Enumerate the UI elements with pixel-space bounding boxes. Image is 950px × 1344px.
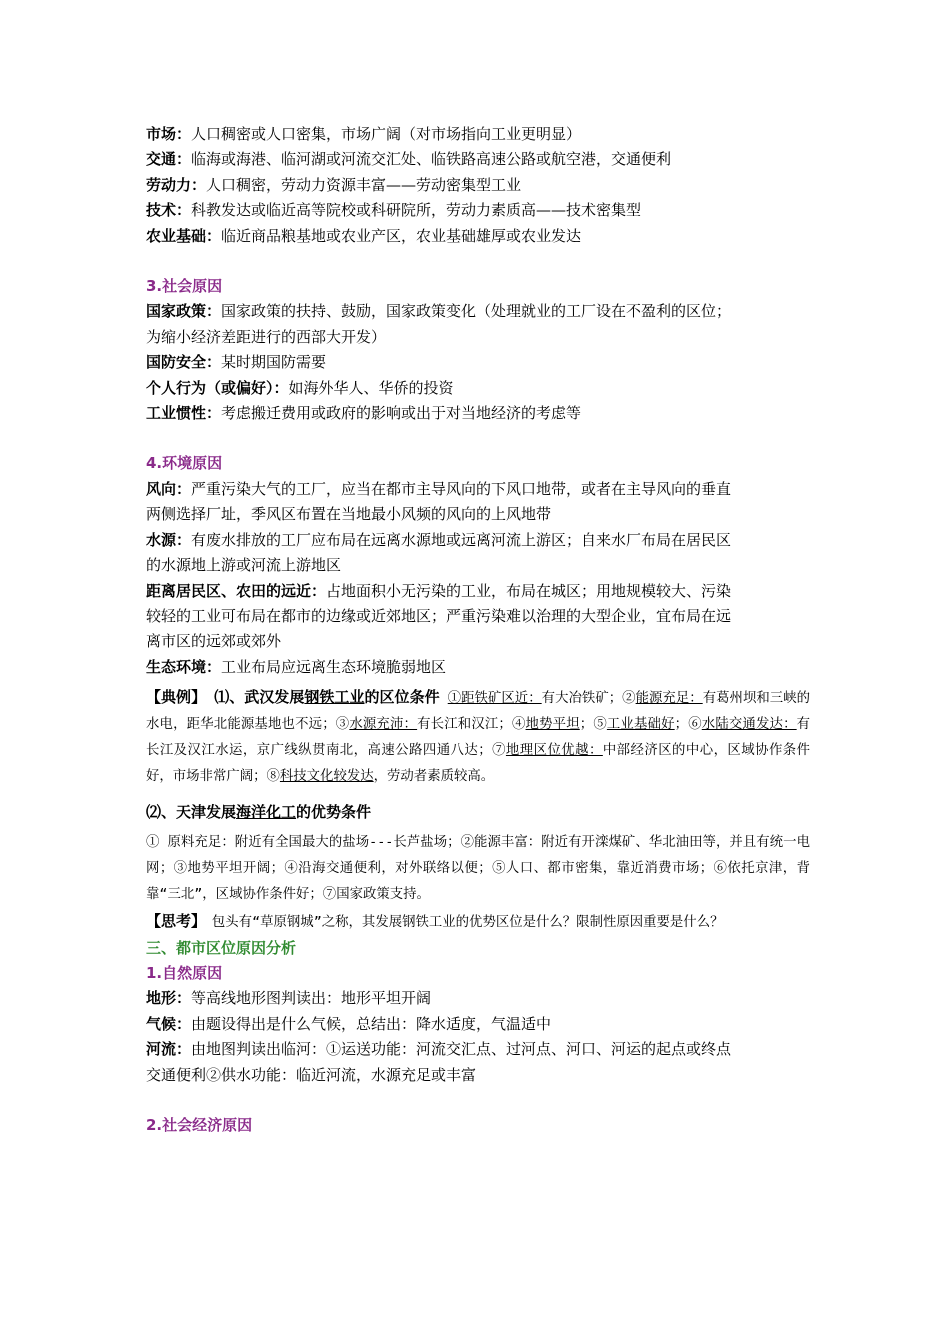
econ-labor-line: 劳动力：人口稠密，劳动力资源丰富——劳动密集型工业 bbox=[146, 175, 522, 194]
example-wuhan: 【典例】 ⑴、武汉发展钢铁工业的区位条件 ①距铁矿区近：有大冶铁矿；②能源充足：有葛州坝和三峡的水电，距华北能源基地也不远；③水源充沛：有长江和汉江；④地势平坦；⑤工业基础好；⑥水陆交通发达：有长江及汉江水运，京广线纵贯南北，高速公路四通八达；⑦地理区位优越：中部经济区的中心，区域协作条件好，市场非常广阔；⑧科技文化较发达，劳动者素质较高。 bbox=[146, 688, 811, 785]
econ-tech-line: 技术：科教发达或临近高等院校或科研院所，劳动力素质高——技术密集型 bbox=[146, 201, 642, 220]
social-defense-line: 国防安全：某时期国防需要 bbox=[146, 353, 327, 372]
social-policy-line: 国家政策：国家政策的扶持、鼓励，国家政策变化（处理就业的工厂设在不盈利的区位； bbox=[146, 302, 732, 321]
env-distance-line-2: 较轻的工业可布局在都市的边缘或近郊地区；严重污染难以治理的大型企业，宜布局在远 bbox=[146, 606, 732, 625]
social-personal-line: 个人行为（或偏好）：如海外华人、华侨的投资 bbox=[146, 378, 454, 397]
env-distance-line-3: 离市区的远郊或郊外 bbox=[146, 632, 282, 651]
terrain-line: 地形：等高线地形图判读出：地形平坦开阔 bbox=[146, 989, 432, 1008]
river-line-2: 交通便利②供水功能：临近河流，水源充足或丰富 bbox=[146, 1065, 477, 1084]
social-heading: 3.社会原因 bbox=[146, 277, 223, 296]
env-water-line-2: 的水源地上游或河流上游地区 bbox=[146, 556, 342, 575]
env-distance-line: 距离居民区、农田的远近：占地面积小无污染的工业，布局在城区；用地规模较大、污染 bbox=[146, 581, 732, 600]
env-water-line: 水源：有废水排放的工厂应布局在远离水源地或远离河流上游区；自来水厂布局在居民区 bbox=[146, 530, 732, 549]
econ-transport-line: 交通：临海或海港、临河湖或河流交汇处、临铁路高速公路或航空港，交通便利 bbox=[146, 150, 672, 169]
env-eco-line: 生态环境：工业布局应远离生态环境脆弱地区 bbox=[146, 657, 447, 676]
think-tag: 【思考】 bbox=[146, 911, 199, 930]
econ-agri-line: 农业基础：临近商品粮基地或农业产区，农业基础雄厚或农业发达 bbox=[146, 226, 582, 245]
think-block: 【思考】 包头有“草原钢城”之称，其发展钢铁工业的优势区位是什么？限制性原因重要是什么？ bbox=[146, 911, 724, 930]
env-heading: 4.环境原因 bbox=[146, 454, 223, 473]
section3-heading: 三、都市区位原因分析 bbox=[146, 938, 297, 957]
env-wind-line-2: 两侧选择厂址，季风区布置在当地最小风频的风向的上风地带 bbox=[146, 505, 552, 524]
env-wind-line: 风向：严重污染大气的工厂，应当在都市主导风向的下风口地带，或者在主导风向的垂直 bbox=[146, 479, 732, 498]
econ-market-line: 市场：人口稠密或人口密集，市场广阔（对市场指向工业更明显） bbox=[146, 125, 582, 143]
example-tianjin-title: ⑵、天津发展海洋化工的优势条件 bbox=[146, 803, 372, 822]
socio-economic-heading: 2.社会经济原因 bbox=[146, 1115, 253, 1134]
river-line: 河流：由地图判读出临河：①运送功能：河流交汇点、过河点、河口、河运的起点或终点 bbox=[146, 1040, 732, 1059]
climate-line: 气候：由题设得出是什么气候，总结出：降水适度，气温适中 bbox=[146, 1014, 552, 1033]
natural-heading: 1.自然原因 bbox=[146, 963, 223, 982]
document-page bbox=[146, 122, 810, 1138]
example-tianjin-body: ① 原料充足：附近有全国最大的盐场---长芦盐场；②能源丰富：附近有开滦煤矿、华北油田等，并且有统一电网；③地势平坦开阔；④沿海交通便利，对外联络以便；⑤人口、都市密集，靠近消费市场；⑥依托京津，背靠“三北”，区域协作条件好；⑦国家政策支持。 bbox=[146, 834, 810, 902]
example-tag: 【典例】 bbox=[146, 688, 207, 707]
social-inertia-line: 工业惯性：考虑搬迁费用或政府的影响或出于对当地经济的考虑等 bbox=[146, 404, 582, 423]
social-policy-line-2: 为缩小经济差距进行的西部大开发） bbox=[146, 327, 387, 346]
